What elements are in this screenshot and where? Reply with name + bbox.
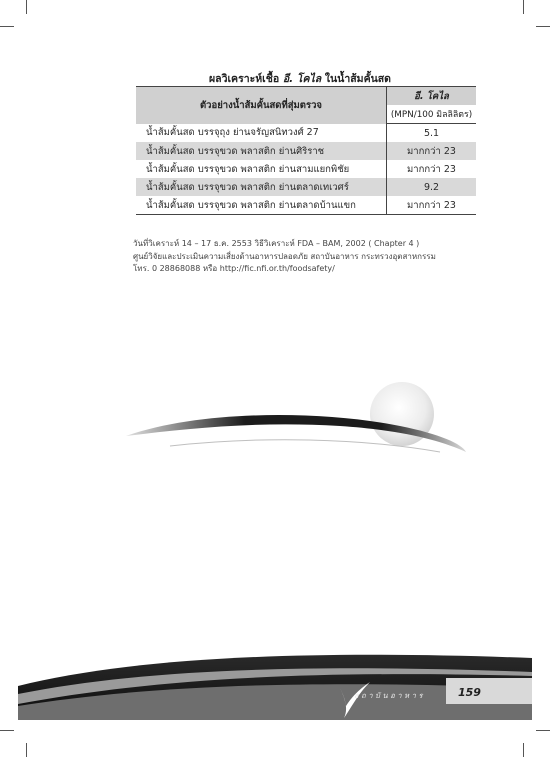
row-result: มากกว่า 23: [407, 163, 456, 175]
row-sample: น้ำส้มคั้นสด บรรจุขวด พลาสติก ย่านศิริราช: [146, 145, 325, 157]
caption-suffix: ในน้ำส้มคั้นสด: [324, 73, 391, 85]
footer-publisher: สถาบันอาหาร: [354, 691, 426, 700]
row-result: 5.1: [423, 127, 440, 139]
caption-prefix: ผลวิเคราะห์เชื้อ: [208, 73, 280, 85]
row-sample: น้ำส้มคั้นสด บรรจุถุง ย่านจรัญสนิทวงศ์ 27: [146, 127, 319, 139]
row-result: มากกว่า 23: [387, 196, 477, 215]
row-sample: น้ำส้มคั้นสด บรรจุขวด พลาสติก ย่านตลาดบ้านแขก: [146, 199, 356, 211]
header-unit: (MPN/100 มิลลิลิตร): [387, 105, 477, 124]
note-lab: ศูนย์วิจัยและประเมินความเสี่ยงด้านอาหารปลอดภัย สถาบันอาหาร กระทรวงอุตสาหกรรม: [133, 251, 436, 261]
row-result: มากกว่า 23: [387, 142, 477, 160]
caption-organism: อี. โคไล: [282, 73, 322, 85]
header-organism: อี. โคไล: [387, 87, 477, 106]
row-result: 9.2: [387, 178, 477, 196]
row-sample: น้ำส้มคั้นสด บรรจุขวด พลาสติก ย่านสามแยกพิชัย: [146, 163, 350, 175]
note-contact: โทร. 0 28868088 หรือ http://fic.nfi.or.th/foodsafety/: [133, 264, 335, 273]
footer-band: [18, 648, 532, 720]
page-number: 159: [458, 686, 481, 699]
header-sample: ตัวอย่างน้ำส้มคั้นสดที่สุ่มตรวจ: [136, 87, 387, 124]
note-analysis-date: วันที่วิเคราะห์ 14 – 17 ธ.ค. 2553 วิธีวิเคราะห์ FDA – BAM, 2002 ( Chapter 4 ): [133, 239, 420, 248]
row-sample: น้ำส้มคั้นสด บรรจุขวด พลาสติก ย่านตลาดเทเวศร์: [146, 181, 349, 193]
